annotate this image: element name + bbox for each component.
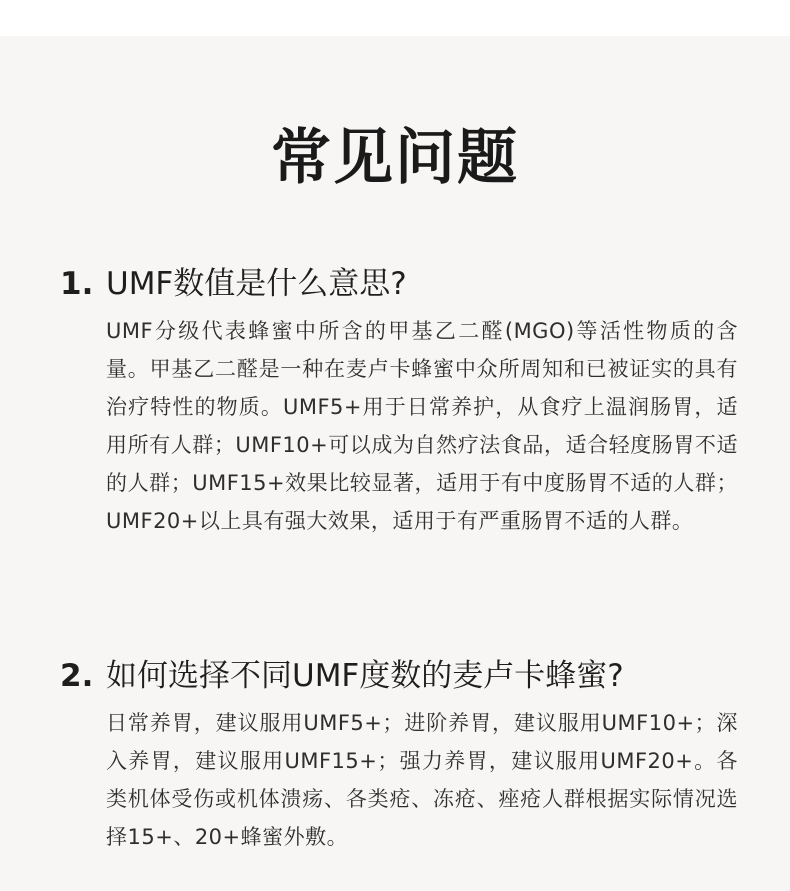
faq-question-2 bbox=[60, 654, 760, 698]
top-band bbox=[0, 0, 790, 36]
faq-item-2 bbox=[60, 654, 760, 856]
faq-answer-2: 日常养胃，建议服用UMF5+；进阶养胃，建议服用UMF10+；深入养胃，建议服用UMF15+；强力养胃，建议服用UMF20+。各类机体受伤或机体溃疡、各类疮、冻疮、痤疮人群根据实际情况选择15+、20+蜂蜜外敷。 bbox=[106, 711, 738, 849]
faq-number-1: 1. bbox=[60, 266, 94, 302]
faq-question-1 bbox=[60, 262, 760, 306]
faq-question-text-2: 如何选择不同UMF度数的麦卢卡蜂蜜? bbox=[106, 658, 624, 694]
faq-item-1 bbox=[60, 262, 760, 540]
page-title: 常见问题 bbox=[271, 123, 519, 193]
faq-number-2: 2. bbox=[60, 658, 94, 694]
faq-question-text-1: UMF数值是什么意思? bbox=[106, 266, 407, 302]
faq-answer-1: UMF分级代表蜂蜜中所含的甲基乙二醛(MGO)等活性物质的含量。甲基乙二醛是一种在麦卢卡蜂蜜中众所周知和已被证实的具有治疗特性的物质。UMF5+用于日常养护，从食疗上温润肠胃，适用所有人群；UMF10+可以成为自然疗法食品，适合轻度肠胃不适的人群；UMF15+效果比较显著，适用于有中度肠胃不适的人群；UMF20+以上具有强大效果，适用于有严重肠胃不适的人群。 bbox=[106, 319, 738, 533]
